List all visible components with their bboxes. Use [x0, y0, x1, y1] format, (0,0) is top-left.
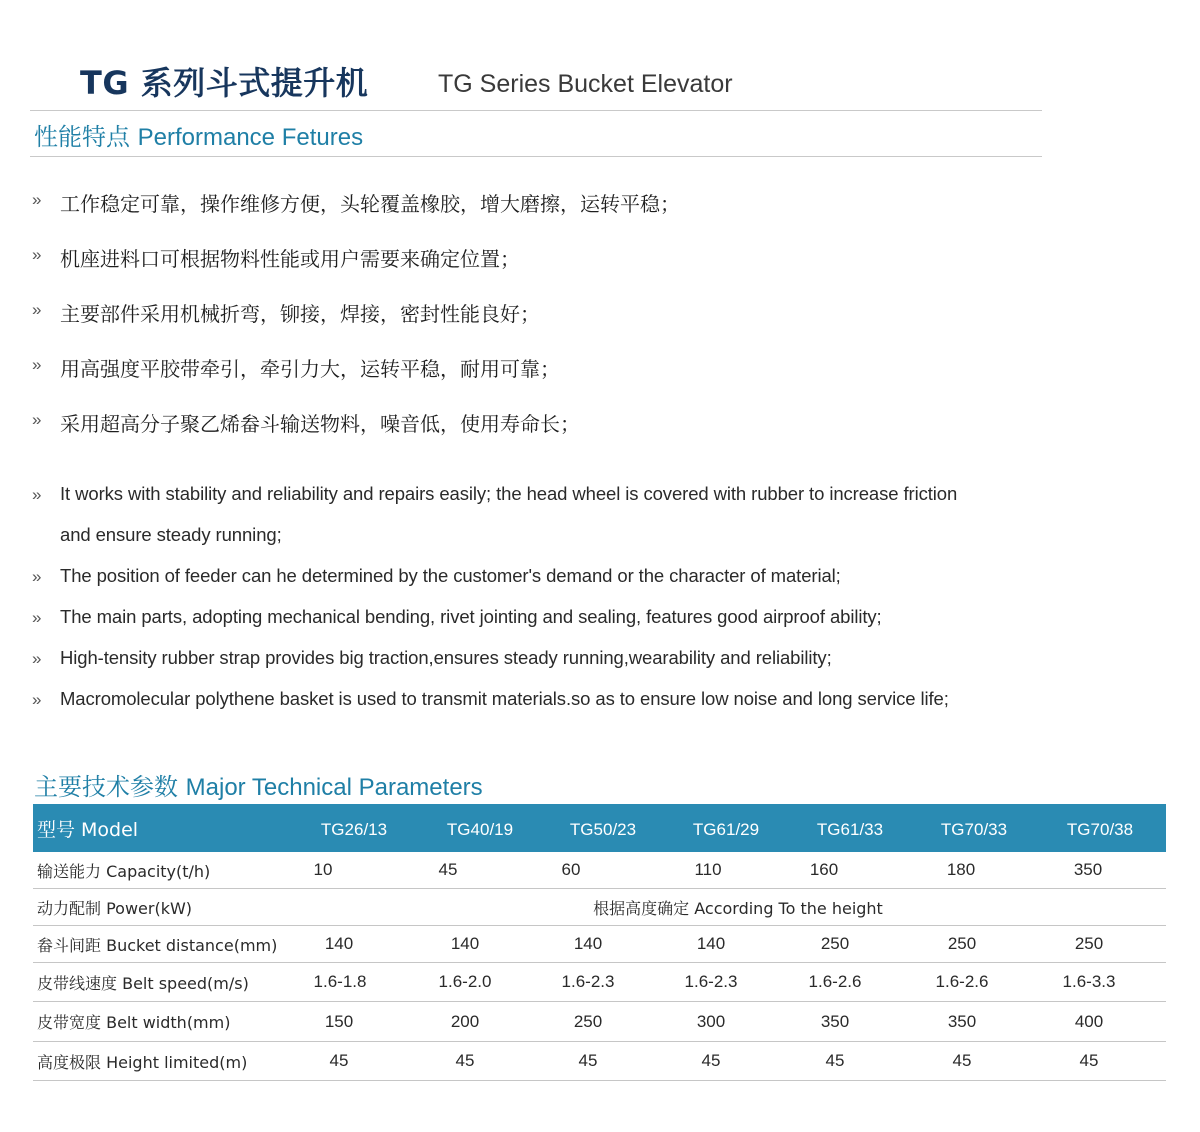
bullet-icon: »	[32, 300, 42, 319]
table-cell: 350	[1073, 860, 1103, 879]
bullet-icon: »	[32, 649, 42, 668]
parameters-table	[33, 804, 1166, 1081]
table-cell: 45	[578, 1051, 598, 1070]
row-label: 畚斗间距 Bucket distance(mm)	[37, 935, 278, 955]
table-cell: 140	[573, 934, 603, 953]
table-cell: 300	[696, 1011, 726, 1031]
table-row-belt-width	[33, 1002, 1166, 1042]
features-title-en: Performance Fetures	[137, 124, 364, 151]
bullet-icon: »	[32, 355, 42, 374]
bullet-icon: »	[32, 245, 42, 264]
header-model-cell: TG70/33	[940, 820, 1008, 839]
table-cell: 45	[825, 1051, 845, 1070]
feature-en-text-continued: and ensure steady running;	[60, 524, 282, 545]
feature-en-text: High-tensity rubber strap provides big traction,ensures steady running,wearability and reliability;	[60, 647, 832, 668]
table-cell: 140	[696, 934, 726, 953]
table-cell: 1.6-2.3	[684, 972, 738, 991]
table-cell: 250	[1074, 934, 1104, 953]
table-row-height-limited	[33, 1042, 1166, 1081]
feature-en-text: Macromolecular polythene basket is used to transmit materials.so as to ensure low noise and long service life;	[60, 688, 949, 709]
features-title-zh: 性能特点	[34, 123, 130, 151]
table-header-row	[33, 804, 1166, 852]
bullet-icon: »	[32, 410, 42, 429]
page-title-zh: TG 系列斗式提升机	[80, 64, 369, 102]
row-label: 皮带宽度 Belt width(mm)	[37, 1013, 231, 1032]
row-label: 皮带线速度 Belt speed(m/s)	[37, 973, 249, 993]
table-cell: 1.6-2.0	[438, 972, 492, 991]
feature-zh-text: 主要部件采用机械折弯，铆接，焊接，密封性能良好；	[60, 302, 540, 326]
table-cell: 45	[1079, 1051, 1099, 1070]
table-cell: 10	[313, 860, 333, 879]
parameters-section-title	[34, 767, 483, 802]
table-cell: 45	[438, 860, 458, 879]
parameters-title-zh: 主要技术参数	[34, 773, 178, 801]
header-model-cell: TG26/13	[320, 820, 388, 839]
table-cell: 45	[701, 1051, 721, 1070]
table-row-belt-speed	[33, 963, 1166, 1002]
feature-en-text: The main parts, adopting mechanical bending, rivet jointing and sealing, features good airproof ability;	[60, 606, 882, 627]
header-model-cell: TG61/29	[692, 820, 760, 839]
table-cell: 250	[573, 1011, 603, 1031]
features-section-title	[34, 117, 363, 152]
header-model-cell: TG61/33	[816, 820, 884, 839]
table-cell: 60	[561, 860, 581, 879]
table-cell: 400	[1074, 1011, 1104, 1031]
page-title-en: TG Series Bucket Elevator	[438, 70, 733, 98]
table-row-capacity	[33, 852, 1166, 889]
table-row-power	[33, 889, 1166, 926]
table-cell: 150	[324, 1011, 354, 1031]
feature-zh-text: 用高强度平胶带牵引，牵引力大，运转平稳，耐用可靠；	[60, 357, 560, 381]
table-cell: 1.6-2.6	[935, 972, 989, 991]
feature-zh-text: 采用超高分子聚乙烯畚斗输送物料，噪音低，使用寿命长；	[60, 412, 580, 436]
bullet-icon: »	[32, 608, 42, 627]
table-cell: 45	[952, 1051, 972, 1070]
table-cell: 350	[820, 1011, 850, 1031]
table-cell: 45	[329, 1051, 349, 1070]
row-label: 高度极限 Height limited(m)	[37, 1052, 248, 1072]
header-divider	[30, 110, 1042, 111]
table-cell: 110	[694, 860, 722, 879]
table-cell: 250	[947, 934, 977, 953]
table-cell-merged: 根据高度确定 According To the height	[593, 898, 883, 918]
bullet-icon: »	[32, 190, 42, 209]
table-cell: 1.6-2.3	[561, 972, 615, 991]
row-label: 动力配制 Power(kW)	[37, 898, 193, 918]
table-cell: 140	[324, 934, 354, 953]
features-divider	[30, 156, 1042, 157]
header-model-cell: TG70/38	[1066, 820, 1134, 839]
table-cell: 160	[809, 860, 839, 879]
bullet-icon: »	[32, 485, 42, 504]
table-cell: 200	[450, 1011, 480, 1031]
bullet-icon: »	[32, 690, 42, 709]
table-row-bucket-distance	[33, 926, 1166, 963]
table-cell: 1.6-1.8	[313, 972, 367, 991]
table-cell: 140	[450, 934, 480, 953]
feature-en-text: The position of feeder can he determined by the customer's demand or the character of material;	[60, 565, 841, 586]
row-label: 输送能力 Capacity(t/h)	[37, 861, 211, 881]
table-cell: 250	[820, 934, 850, 953]
feature-en-text: It works with stability and reliability and repairs easily; the head wheel is covered with rubber to increase friction	[60, 483, 958, 504]
feature-zh-text: 机座进料口可根据物料性能或用户需要来确定位置；	[60, 247, 520, 271]
table-cell: 1.6-3.3	[1062, 972, 1116, 991]
header-model-label: 型号 Model	[37, 819, 139, 841]
table-cell: 350	[947, 1011, 977, 1031]
table-cell: 45	[455, 1051, 475, 1070]
header-model-cell: TG40/19	[446, 820, 514, 839]
bullet-icon: »	[32, 567, 42, 586]
parameters-title-en: Major Technical Parameters	[185, 774, 483, 801]
table-cell: 180	[946, 860, 976, 879]
table-cell: 1.6-2.6	[808, 972, 862, 991]
header-model-cell: TG50/23	[569, 820, 637, 839]
feature-zh-text: 工作稳定可靠，操作维修方便，头轮覆盖橡胶，增大磨擦，运转平稳；	[60, 192, 680, 216]
